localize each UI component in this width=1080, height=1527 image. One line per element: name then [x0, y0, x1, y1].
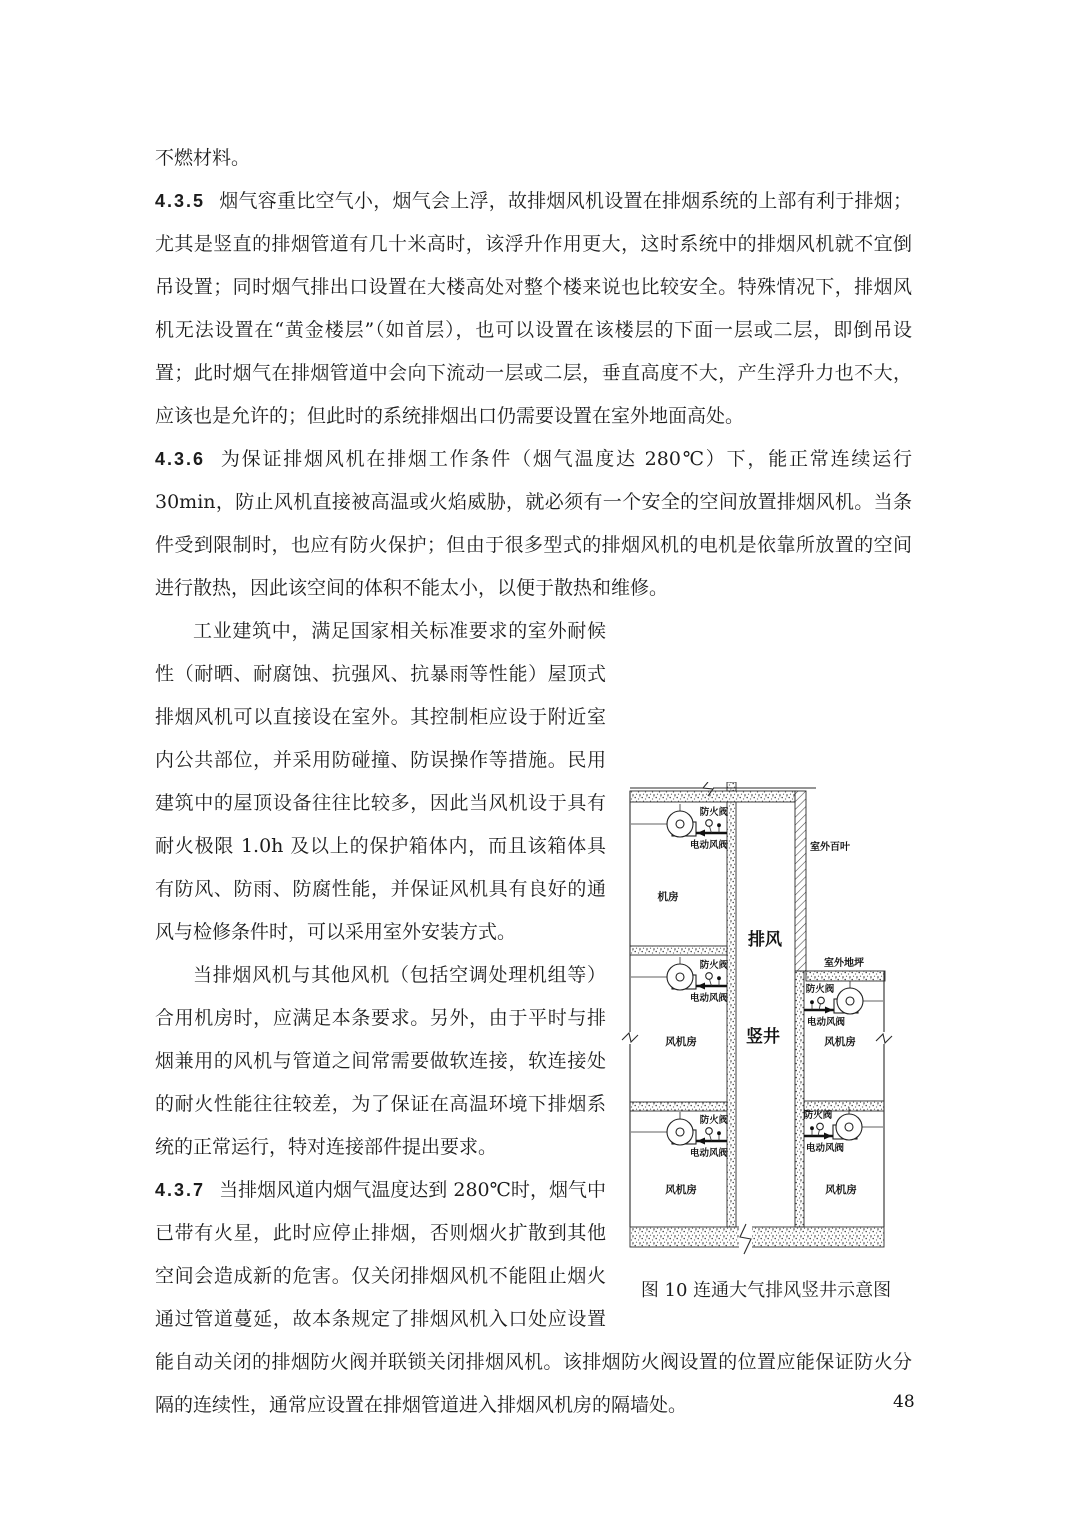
label-fan-room: 风机房	[824, 1036, 856, 1048]
label-electric-damper: 电动风阀	[805, 1143, 845, 1154]
fire-damper-icon	[706, 820, 713, 827]
shaft-right-wall	[795, 971, 804, 1227]
electric-damper-icon	[810, 1126, 814, 1130]
label-fan-room: 风机房	[825, 1184, 857, 1196]
fan-unit	[631, 1112, 729, 1159]
label-fire-damper: 防火阀	[699, 807, 729, 818]
louver-wall	[795, 791, 806, 971]
figure-10	[620, 782, 912, 1304]
figure-caption: 图 10 连通大气排风竖井示意图	[640, 1280, 892, 1301]
section-text: 当排烟风道内烟气温度达到 280℃时，烟气中已带有火星，此时应停止排烟，否则烟火扩散到其他空间会造成新的危害。仅关闭排烟风机不能阻止烟火通过管道蔓延，故本条规定了排烟风机入口处应设置能自动关闭的排烟防火阀并联锁关闭排烟风机。该排烟防火阀设置的位置应能保证防火分隔的连续性，通常应设置在排烟管道进入排烟风机房的隔墙处。	[155, 1179, 912, 1416]
electric-damper-icon	[717, 1131, 721, 1135]
label-fire-damper: 防火阀	[805, 984, 835, 995]
fire-damper-icon	[818, 997, 825, 1004]
document-body	[155, 137, 912, 1427]
section-text: 为保证排烟风机在排烟工作条件（烟气温度达 280℃）下，能正常连续运行 30min，防止风机直接被高温或火焰威胁，就必须有一个安全的空间放置排烟风机。当条件受到限制时，也应有防火保护；但由于很多型式的排烟风机的电机是依靠所放置的空间进行散热，因此该空间的体积不能太小，以便于散热和维修。	[155, 448, 912, 599]
section-4-3-5	[155, 180, 912, 438]
label-shaft: 竖井	[746, 1027, 780, 1047]
shaft-left-wall	[727, 802, 736, 1227]
paragraph-continuation	[155, 137, 912, 180]
ceiling-slab	[630, 791, 795, 802]
label-exhaust: 排风	[748, 930, 782, 950]
floor-slab-left	[630, 1102, 727, 1111]
section-number: 4.3.6	[155, 449, 206, 469]
electric-damper-icon	[810, 1000, 814, 1004]
fire-damper-icon	[817, 1123, 824, 1130]
page-number: 48	[893, 1392, 915, 1412]
label-fire-damper: 防火阀	[803, 1110, 833, 1121]
fan-unit	[804, 1107, 883, 1154]
bottom-floor-slab	[630, 1227, 884, 1247]
section-text: 烟气容重比空气小，烟气会上浮，故排烟风机设置在排烟系统的上部有利于排烟；尤其是竖直的排烟管道有几十米高时，该浮升作用更大，这时系统中的排烟风机就不宜倒吊设置；同时烟气排出口设置在大楼高处对整个楼来说也比较安全。特殊情况下，排烟风机无法设置在“黄金楼层”（如首层），也可以设置在该楼层的下面一层或二层，即倒吊设置；此时烟气在排烟管道中会向下流动一层或二层，垂直高度不大，产生浮升力也不大，应该也是允许的；但此时的系统排烟出口仍需要设置在室外地面高处。	[155, 190, 912, 427]
label-electric-damper: 电动风阀	[689, 1148, 729, 1159]
fan-unit	[804, 981, 883, 1028]
fire-damper-icon	[706, 1128, 713, 1135]
label-fire-damper: 防火阀	[699, 960, 729, 971]
paragraph-text: 不燃材料。	[155, 147, 251, 169]
label-outdoor-ground: 室外地坪	[824, 958, 864, 969]
paragraph-text: 工业建筑中，满足国家相关标准要求的室外耐候性（耐晒、耐腐蚀、抗强风、抗暴雨等性能）屋顶式排烟风机可以直接设在室外。其控制柜应设于附近室内公共部位，并采用防碰撞、防误操作等措施。民用建筑中的屋顶设备往往比较多，因此当风机设于具有耐火极限 1.0h 及以上的保护箱体内，而且该箱体具有防风、防雨、防腐性能，并保证风机具有良好的通风与检修条件时，可以采用室外安装方式。	[155, 620, 606, 943]
label-fire-damper: 防火阀	[699, 1115, 729, 1126]
section-4-3-6	[155, 438, 912, 610]
section-number: 4.3.5	[155, 191, 206, 211]
section-number: 4.3.7	[155, 1180, 206, 1200]
electric-damper-icon	[717, 976, 721, 980]
label-electric-damper: 电动风阀	[689, 840, 729, 851]
fan-unit	[631, 957, 729, 1004]
label-outdoor-louver: 室外百叶	[810, 842, 850, 853]
label-electric-damper: 电动风阀	[806, 1017, 846, 1028]
outdoor-ground-slab	[806, 971, 885, 981]
paragraph-text: 当排烟风机与其他风机（包括空调处理机组等）合用机房时，应满足本条要求。另外，由于平时与排烟兼用的风机与管道之间常需要做软连接，软连接处的耐火性能往往较差，为了保证在高温环境下排烟系统的正常运行，特对连接部件提出要求。	[155, 964, 606, 1158]
electric-damper-icon	[717, 823, 721, 827]
label-electric-damper: 电动风阀	[689, 993, 729, 1004]
label-fan-room: 风机房	[665, 1184, 697, 1196]
label-fan-room: 风机房	[665, 1036, 697, 1048]
fan-unit	[631, 804, 729, 851]
fire-damper-icon	[706, 973, 713, 980]
floor-slab-left	[630, 946, 727, 955]
exhaust-shaft-diagram	[620, 782, 900, 1272]
label-machine-room: 机房	[657, 891, 679, 903]
shaft-wall-stub	[727, 782, 736, 791]
